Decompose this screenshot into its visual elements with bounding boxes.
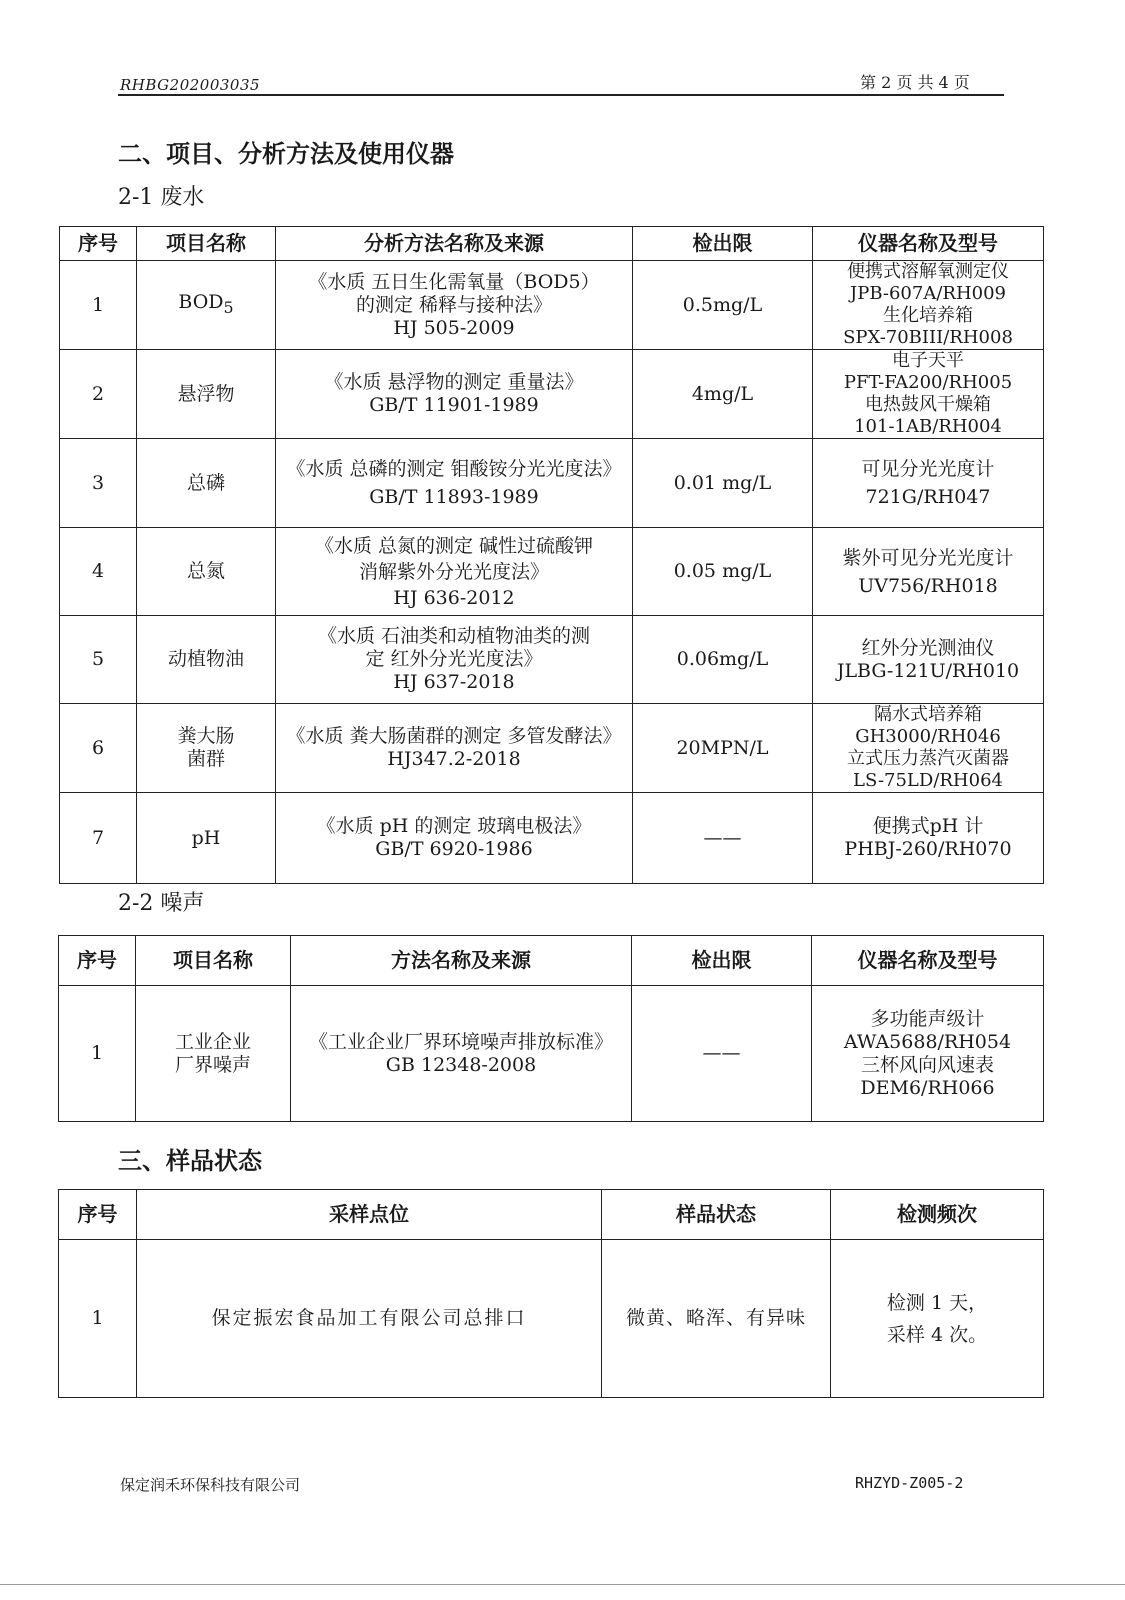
table-row <box>60 261 1044 350</box>
method: 《水质 粪大肠菌群的测定 多管发酵法》 HJ347.2-2018 <box>276 704 633 793</box>
col-header: 检测频次 <box>831 1190 1044 1240</box>
item-name: pH <box>137 793 276 884</box>
row-number: 1 <box>60 261 137 350</box>
row-number: 7 <box>60 793 137 884</box>
col-header: 仪器名称及型号 <box>813 227 1044 261</box>
row-number: 4 <box>60 528 137 616</box>
col-header: 方法名称及来源 <box>291 936 632 986</box>
method: 《水质 总磷的测定 钼酸铵分光光度法》 GB/T 11893-1989 <box>276 439 633 528</box>
detection-limit: 20MPN/L <box>633 704 813 793</box>
instrument: 便携式溶解氧测定仪 JPB-607A/RH009 生化培养箱 SPX-70BIII/RH008 <box>813 261 1044 350</box>
method: 《水质 石油类和动植物油类的测 定 红外分光光度法》 HJ 637-2018 <box>276 616 633 704</box>
col-header: 检出限 <box>632 936 812 986</box>
page-info: 第 2 页 共 4 页 <box>860 73 970 92</box>
item-name: 悬浮物 <box>137 350 276 439</box>
table-row <box>60 439 1044 528</box>
method: 《工业企业厂界环境噪声排放标准》 GB 12348-2008 <box>291 986 632 1122</box>
table-row <box>60 616 1044 704</box>
row-number: 2 <box>60 350 137 439</box>
col-header: 检出限 <box>633 227 813 261</box>
table-row <box>59 1240 1044 1398</box>
col-header: 序号 <box>59 936 136 986</box>
detection-limit: 0.01 mg/L <box>633 439 813 528</box>
table-row <box>60 793 1044 884</box>
section2-title: 二、项目、分析方法及使用仪器 <box>118 139 454 168</box>
table-header-row <box>59 1190 1044 1240</box>
instrument: 多功能声级计 AWA5688/RH054 三杯风向风速表 DEM6/RH066 <box>812 986 1044 1122</box>
noise-subtitle: 2-2 噪声 <box>118 891 205 916</box>
row-number: 6 <box>60 704 137 793</box>
instrument: 红外分光测油仪 JLBG-121U/RH010 <box>813 616 1044 704</box>
noise-table <box>58 935 1044 1122</box>
col-header: 分析方法名称及来源 <box>276 227 633 261</box>
item-name: 总磷 <box>137 439 276 528</box>
row-number: 1 <box>59 1240 137 1398</box>
detection-limit: —— <box>633 793 813 884</box>
method: 《水质 pH 的测定 玻璃电极法》 GB/T 6920-1986 <box>276 793 633 884</box>
instrument: 可见分光光度计 721G/RH047 <box>813 439 1044 528</box>
sample-state-table <box>58 1189 1044 1398</box>
instrument: 便携式pH 计 PHBJ-260/RH070 <box>813 793 1044 884</box>
page-edge-rule <box>0 1584 1125 1585</box>
col-header: 项目名称 <box>137 227 276 261</box>
table-header-row <box>60 227 1044 261</box>
col-header: 序号 <box>59 1190 137 1240</box>
detection-limit: 4mg/L <box>633 350 813 439</box>
report-number: RHBG202003035 <box>120 76 261 94</box>
header-rule <box>118 94 1004 96</box>
table-row <box>60 528 1044 616</box>
method: 《水质 五日生化需氧量（BOD5） 的测定 稀释与接种法》 HJ 505-2009 <box>276 261 633 350</box>
wastewater-table <box>59 226 1044 884</box>
method: 《水质 悬浮物的测定 重量法》 GB/T 11901-1989 <box>276 350 633 439</box>
item-name: 动植物油 <box>137 616 276 704</box>
item-name: 粪大肠 菌群 <box>137 704 276 793</box>
item-name: 总氮 <box>137 528 276 616</box>
method: 《水质 总氮的测定 碱性过硫酸钾 消解紫外分光光度法》 HJ 636-2012 <box>276 528 633 616</box>
instrument: 紫外可见分光光度计 UV756/RH018 <box>813 528 1044 616</box>
instrument: 隔水式培养箱 GH3000/RH046 立式压力蒸汽灭菌器 LS-75LD/RH064 <box>813 704 1044 793</box>
table-header-row <box>59 936 1044 986</box>
instrument: 电子天平 PFT-FA200/RH005 电热鼓风干燥箱 101-1AB/RH004 <box>813 350 1044 439</box>
wastewater-subtitle: 2-1 废水 <box>118 185 205 210</box>
item-name: $BOD_5$ <box>137 261 276 350</box>
col-header: 序号 <box>60 227 137 261</box>
col-header: 样品状态 <box>602 1190 831 1240</box>
row-number: 3 <box>60 439 137 528</box>
sampling-site: 保定振宏食品加工有限公司总排口 <box>137 1240 602 1398</box>
sample-state: 微黄、略浑、有异味 <box>602 1240 831 1398</box>
col-header: 仪器名称及型号 <box>812 936 1044 986</box>
company-name: 保定润禾环保科技有限公司 <box>120 1476 301 1494</box>
col-header: 项目名称 <box>136 936 291 986</box>
table-row <box>59 986 1044 1122</box>
detection-limit: 0.06mg/L <box>633 616 813 704</box>
table-row <box>60 704 1044 793</box>
table-row <box>60 350 1044 439</box>
detection-limit: —— <box>632 986 812 1122</box>
form-code: RHZYD-Z005-2 <box>855 1474 964 1492</box>
detection-limit: 0.5mg/L <box>633 261 813 350</box>
item-name: 工业企业 厂界噪声 <box>136 986 291 1122</box>
row-number: 5 <box>60 616 137 704</box>
row-number: 1 <box>59 986 136 1122</box>
col-header: 采样点位 <box>137 1190 602 1240</box>
section3-title: 三、样品状态 <box>118 1146 262 1175</box>
test-frequency: 检测 1 天， 采样 4 次。 <box>831 1240 1044 1398</box>
detection-limit: 0.05 mg/L <box>633 528 813 616</box>
